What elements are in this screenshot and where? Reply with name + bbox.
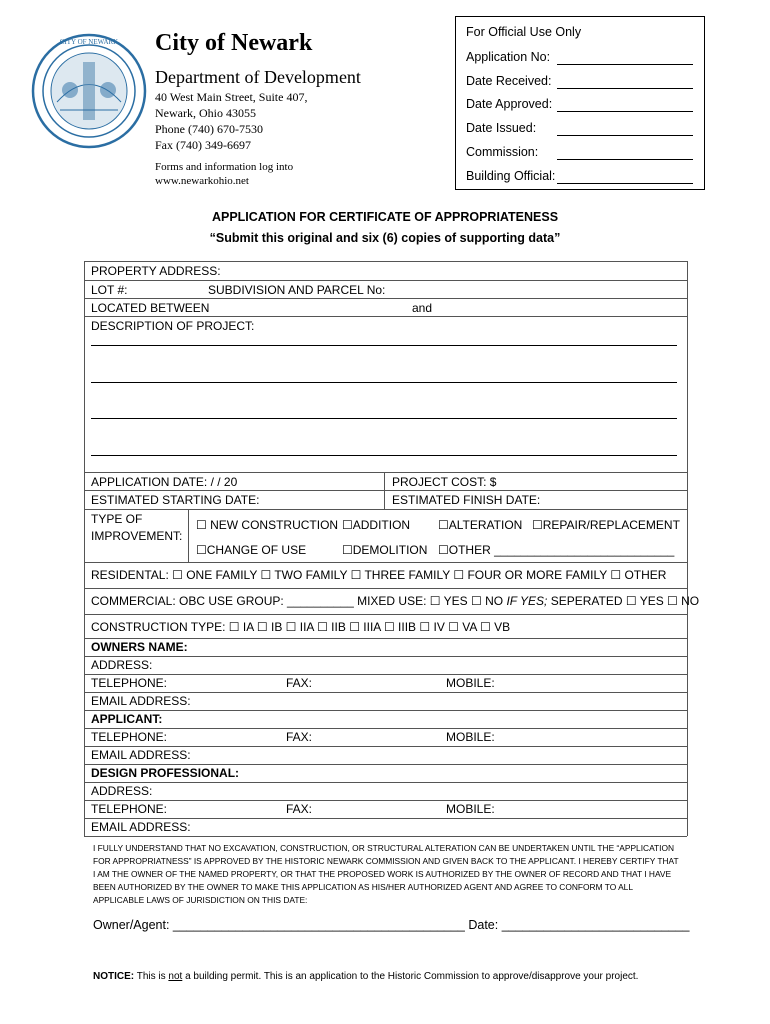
department-name: Department of Development [155,67,361,87]
applicant-mobile-label: MOBILE: [446,730,495,744]
building-official-label: Building Official: [466,169,556,183]
commercial-row[interactable] [91,594,699,608]
grid-line [84,261,85,836]
grid-line [188,509,189,562]
grid-line [84,298,687,299]
subdivision-label: SUBDIVISION AND PARCEL No: [208,283,386,297]
certification-statement: I FULLY UNDERSTAND THAT NO EXCAVATION, CONSTRUCTION, OR STRUCTURAL ALTERATION CAN BE UNDERTAKEN UNTIL THE “APPLICATION FOR APPROPRIATNESS” IS APPROVED BY THE HISTORIC NEWARK COMMISSION AND GIVEN BACK TO THE APPLICANT. I HEREBY CERTIFY THAT I AM THE OWNER OF THE NAMED PROPERTY, OR THAT THE PROPOSED WORK IS AUTHORIZED BY THE OWNER OF RECORD AND THAT I HAVE BEEN AUTHORIZED BY THE OWNER TO MAKE THIS APPLICATION AS HIS/HER AUTHORIZED AGENT AND AGREE TO CONFORM TO ALL APPLICABLE LAWS OF JURISDICTION ON THIS DATE: [93,843,679,905]
est-start-label: ESTIMATED STARTING DATE: [91,493,260,507]
applicant-label: APPLICANT: [91,712,163,726]
grid-line [84,728,687,729]
applicant-telephone-label: TELEPHONE: [91,730,168,744]
lot-label: LOT #: [91,283,128,297]
address-line: Newark, Ohio 43055 [155,106,256,120]
forms-info-line: Forms and information log into [155,161,294,173]
grid-line [84,800,687,801]
owners-name-label: OWNERS NAME: [91,640,188,654]
design-professional-label: DESIGN PROFESSIONAL: [91,766,240,780]
application-no-label: Application No: [466,50,551,64]
designer-mobile-label: MOBILE: [446,802,495,816]
project-cost-label: PROJECT COST: $ [392,475,497,489]
commission-field[interactable] [557,158,693,160]
grid-line [687,261,688,836]
application-date-label: APPLICATION DATE: / / 20 [91,475,238,489]
date-issued-label: Date Issued: [466,121,537,135]
grid-line [84,614,687,615]
applicant-email-label: EMAIL ADDRESS: [91,748,191,762]
date-approved-label: Date Approved: [466,97,553,111]
alteration-checkbox[interactable]: ☐ALTERATION [438,518,523,532]
grid-line [84,674,687,675]
grid-line [84,710,687,711]
other-checkbox[interactable]: ☐OTHER ___________________________ [438,543,675,557]
grid-line [84,764,687,765]
commission-label: Commission: [466,145,539,159]
commercial-text: COMMERCIAL: OBC USE GROUP: __________ MIXED USE: ☐ YES ☐ NO [91,594,507,608]
phone-line: Phone (740) 670-7530 [155,122,263,136]
description-line[interactable] [91,455,677,456]
date-received-field[interactable] [557,87,693,89]
grid-line [84,638,687,639]
grid-line [84,490,687,491]
addition-checkbox[interactable]: ☐ADDITION [342,518,411,532]
owner-agent-signature-line[interactable]: Owner/Agent: __________________________________________ Date: ___________________________ [93,918,690,932]
grid-line [84,472,687,473]
description-line[interactable] [91,382,677,383]
designer-address-label: ADDRESS: [91,784,153,798]
official-use-title: For Official Use Only [466,25,582,39]
notice-label: NOTICE: [93,971,135,982]
notice-part: This is [134,971,169,982]
city-name: City of Newark [155,30,313,56]
fax-line: Fax (740) 349-6697 [155,138,251,152]
and-label: and [412,301,433,315]
grid-line [84,316,687,317]
commercial-if-yes: IF YES; [506,594,548,608]
est-finish-label: ESTIMATED FINISH DATE: [392,493,541,507]
city-seal-logo [30,32,148,150]
grid-line [84,692,687,693]
designer-email-label: EMAIL ADDRESS: [91,820,191,834]
grid-line [84,818,687,819]
seal-text: CITY OF NEWARK [59,38,119,46]
address-line: 40 West Main Street, Suite 407, [155,90,308,104]
application-no-field[interactable] [557,63,693,65]
form-title: APPLICATION FOR CERTIFICATE OF APPROPRIATENESS [211,210,559,224]
grid-line [84,836,687,837]
website-link[interactable]: www.newarkohio.net [155,174,249,187]
grid-line [384,472,385,509]
grid-line [84,588,687,589]
grid-line [84,746,687,747]
property-address-label: PROPERTY ADDRESS: [91,264,221,278]
grid-line [84,280,687,281]
grid-line [84,656,687,657]
form-subtitle: “Submit this original and six (6) copies of supporting data” [209,231,561,245]
designer-telephone-label: TELEPHONE: [91,802,168,816]
owner-email-label: EMAIL ADDRESS: [91,694,191,708]
description-label: DESCRIPTION OF PROJECT: [91,319,255,333]
owner-telephone-label: TELEPHONE: [91,676,168,690]
description-line[interactable] [91,345,677,346]
date-received-label: Date Received: [466,74,552,88]
improvement-label: IMPROVEMENT: [91,529,183,543]
official-use-box [455,16,705,190]
designer-fax-label: FAX: [286,802,313,816]
grid-line [84,782,687,783]
change-of-use-checkbox[interactable]: ☐CHANGE OF USE [196,543,307,557]
owner-address-label: ADDRESS: [91,658,153,672]
repair-replacement-checkbox[interactable]: ☐REPAIR/REPLACEMENT [532,518,680,532]
notice-text [93,971,638,982]
date-issued-field[interactable] [557,134,693,136]
residential-row[interactable]: RESIDENTAL: ☐ ONE FAMILY ☐ TWO FAMILY ☐ THREE FAMILY ☐ FOUR OR MORE FAMILY ☐ OTHER [91,568,667,582]
owner-mobile-label: MOBILE: [446,676,495,690]
description-line[interactable] [91,418,677,419]
construction-type-row[interactable]: CONSTRUCTION TYPE: ☐ IA ☐ IB ☐ IIA ☐ IIB ☐ IIIA ☐ IIIB ☐ IV ☐ VA ☐ VB [91,620,511,634]
notice-part: a building permit. This is an application to the Historic Commission to approve/disapprove your project. [182,971,639,982]
located-between-label: LOCATED BETWEEN [91,301,210,315]
building-official-field[interactable] [557,182,693,184]
commercial-separated: SEPERATED ☐ YES ☐ NO [547,594,700,608]
grid-line [84,509,687,510]
applicant-fax-label: FAX: [286,730,313,744]
forms-info [155,161,293,188]
date-approved-field[interactable] [557,110,693,112]
demolition-checkbox[interactable]: ☐DEMOLITION [342,543,428,557]
type-of-label: TYPE OF [91,512,143,526]
owner-fax-label: FAX: [286,676,313,690]
notice-not: not [168,971,183,982]
new-construction-checkbox[interactable]: ☐ NEW CONSTRUCTION [196,518,339,532]
grid-line [84,562,687,563]
grid-line [84,261,687,262]
